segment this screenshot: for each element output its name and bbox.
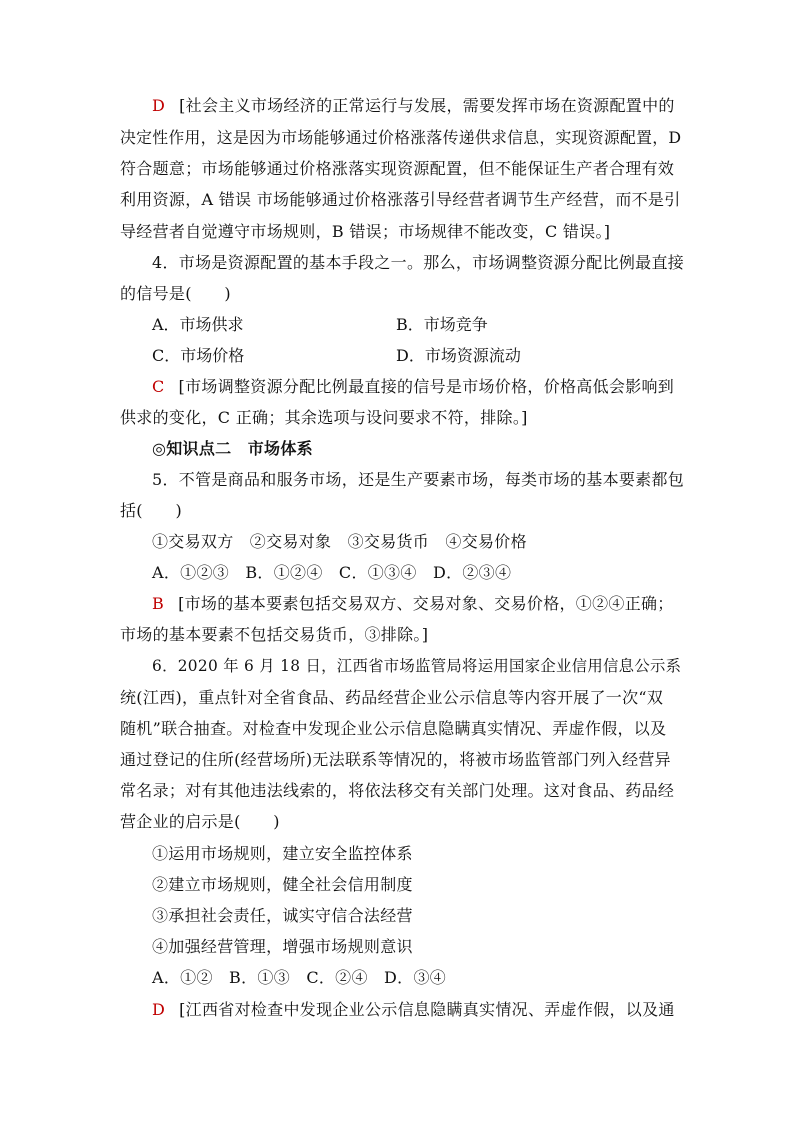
q6-stem-line-1: 6．2020 年 6 月 18 日，江西省市场监管局将运用国家企业信用信息公示系 [152,657,682,675]
q5-items: ①交易双方 ②交易对象 ③交易货币 ④交易价格 [152,532,527,551]
q4-stem-line-2: 的信号是( ) [120,284,231,303]
q4-answer-letter: C [152,377,165,396]
q4-option-d: D．市场资源流动 [396,346,521,365]
q6-stem-line-3: 随机”联合抽查。对检查中发现企业公示信息隐瞒真实情况、弄虚作假，以及 [120,719,667,738]
q4-explanation-line-1: C [市场调整资源分配比例最直接的信号是市场价格，价格高低会影响到 [152,377,675,396]
q4-option-a: A．市场供求 [152,315,244,334]
q4-stem-line-1: 4．市场是资源配置的基本手段之一。那么，市场调整资源分配比例最直接 [152,253,685,272]
q4-explanation-line-2: 供求的变化，C 正确；其余选项与设问要求不符，排除。] [120,408,528,427]
q6-stem-line-5: 常名录；对有其他违法线索的，将依法移交有关部门处理。这对食品、药品经 [120,781,675,800]
q6-stem-line-4: 通过登记的住所(经营场所)无法联系等情况的，将被市场监管部门列入经营异 [120,750,671,769]
q3-answer-letter: D [152,96,166,115]
q3-explanation-line-2: 决定性作用，这是因为市场能够通过价格涨落传递供求信息，实现资源配置，D [120,128,682,147]
q6-answer-letter: D [152,1000,166,1019]
section-heading: ◎知识点二 市场体系 [152,439,313,458]
q6-stem-line-6: 营企业的启示是( ) [120,812,280,831]
q5-stem-line-2: 括( ) [120,501,182,520]
q3-explanation-line-1: D [社会主义市场经济的正常运行与发展，需要发挥市场在资源配置中的 [152,96,675,115]
q5-answer-letter: B [152,594,165,613]
q6-item-2: ②建立市场规则，健全社会信用制度 [152,875,413,894]
q5-explanation-line-1: B [市场的基本要素包括交易双方、交易对象、交易价格，①②④正确； [152,594,674,613]
q6-item-1: ①运用市场规则，建立安全监控体系 [152,844,413,863]
q5-options: A．①②③ B．①②④ C．①③④ D．②③④ [152,563,512,582]
q5-explanation-line-2: 市场的基本要素不包括交易货币，③排除。] [120,625,429,644]
q4-option-c: C．市场价格 [152,346,245,365]
q6-item-4: ④加强经营管理，增强市场规则意识 [152,937,413,956]
q3-explanation-line-3: 符合题意；市场能够通过价格涨落实现资源配置，但不能保证生产者合理有效 [120,159,675,178]
q4-option-b: B．市场竞争 [396,315,488,334]
q6-stem-line-2: 统(江西)，重点针对全省食品、药品经营企业公示信息等内容开展了一次“双 [120,688,664,707]
q6-options: A．①② B．①③ C．②④ D．③④ [152,968,447,987]
q6-explanation-line-1: D [江西省对检查中发现企业公示信息隐瞒真实情况、弄虚作假，以及通 [152,1000,675,1019]
q3-explanation-line-5: 导经营者自觉遵守市场规则，B 错误；市场规律不能改变，C 错误。] [120,222,611,241]
q5-stem-line-1: 5．不管是商品和服务市场，还是生产要素市场，每类市场的基本要素都包 [152,470,685,489]
q3-explanation-line-4: 利用资源，A 错误 市场能够通过价格涨落引导经营者调节生产经营，而不是引 [120,190,681,209]
q6-item-3: ③承担社会责任，诚实守信合法经营 [152,906,413,925]
